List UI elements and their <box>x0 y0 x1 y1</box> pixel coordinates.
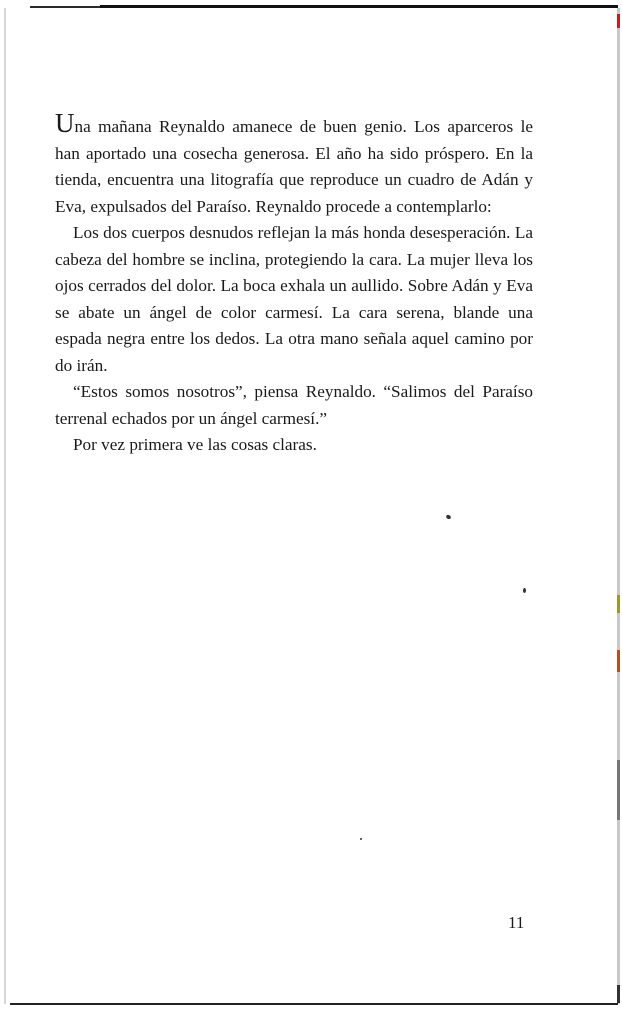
paragraph-text: na mañana Reynaldo amanece de buen genio. Los aparceros le han aportado una cosecha generosa. El año ha sido próspero. En la tienda, encuentra una litografía que reproduce un cuadro de Adán y Eva, expulsados del Paraíso. Reynaldo procede a contemplarlo: <box>55 117 533 216</box>
ink-speck <box>445 514 451 520</box>
left-page-edge <box>4 8 6 1004</box>
paragraph: “Estos somos nosotros”, piensa Reynaldo. “Salimos del Paraíso terrenal echados por un ángel carmesí.” <box>55 382 533 428</box>
ink-speck <box>360 838 362 840</box>
edge-mark <box>617 595 620 613</box>
top-rule-thick <box>100 5 618 8</box>
edge-mark <box>617 650 620 672</box>
drop-cap: U <box>55 108 75 138</box>
edge-mark <box>617 985 620 1003</box>
right-page-edge <box>617 8 620 1004</box>
paragraph: Por vez primera ve las cosas claras. <box>73 435 317 454</box>
paragraph: Los dos cuerpos desnudos reflejan la más honda desesperación. La cabeza del hombre se inclina, protegiendo la cara. La mujer lleva los ojos cerrados del dolor. La boca exhala un aullido. Sobre Adán y Eva se abate un ángel de color carmesí. La cara serena, blande una espada negra entre los dedos. La otra mano señala aquel camino por do irán. <box>55 223 533 375</box>
edge-mark <box>617 760 620 820</box>
paragraph <box>55 108 533 220</box>
body-text <box>55 108 533 459</box>
bottom-rule <box>10 1003 618 1005</box>
edge-mark <box>617 14 620 28</box>
page-number: 11 <box>508 913 525 932</box>
ink-speck <box>523 588 526 593</box>
